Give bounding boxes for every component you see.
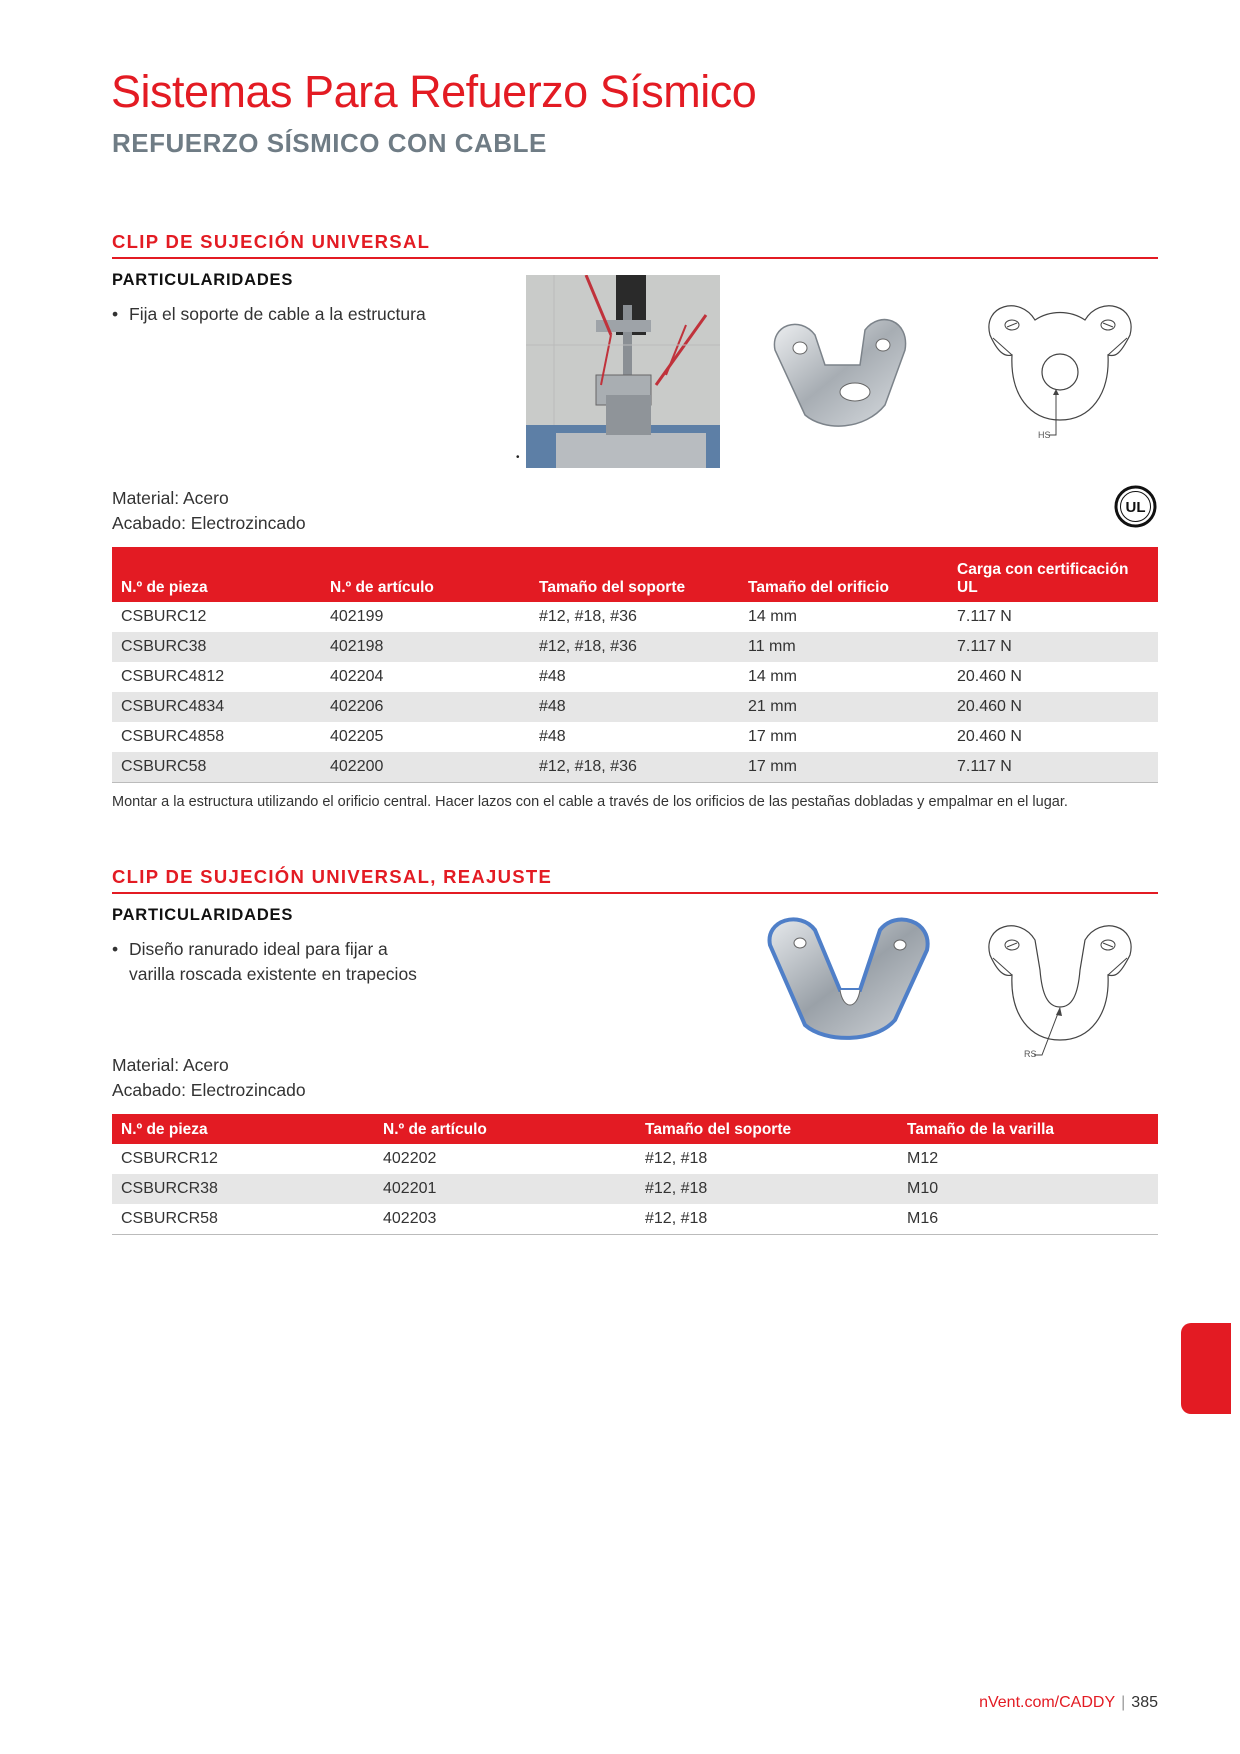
drawing-label-hs: HS	[1038, 430, 1051, 440]
clip-product-photo	[765, 310, 930, 435]
table-row	[112, 602, 1158, 632]
cell: CSBURC4858	[121, 728, 225, 745]
cell: 14 mm	[748, 608, 797, 625]
cell: 11 mm	[739, 632, 948, 662]
drawing-label-rs: RS	[1024, 1049, 1037, 1059]
cell: CSBURCR12	[121, 1150, 218, 1167]
section1-bullet	[112, 302, 472, 327]
cell: CSBURC4812	[121, 668, 225, 685]
cell: 402200	[321, 752, 530, 783]
cell: #12, #18, #36	[530, 632, 739, 662]
table-row	[112, 752, 1158, 783]
cell: CSBURCR58	[112, 1204, 374, 1235]
cell: 21 mm	[739, 692, 948, 722]
table-row	[112, 632, 1158, 662]
cell: 402199	[330, 608, 384, 625]
bullet-text: Fija el soporte de cable a la estructura	[129, 304, 426, 324]
ul-certification-logo	[1114, 485, 1157, 528]
section1-finish: Acabado: Electrozincado	[112, 513, 306, 533]
cell: #12, #18	[645, 1150, 708, 1167]
svg-text:UL: UL	[1125, 499, 1146, 516]
page-number: 385	[1131, 1694, 1158, 1711]
retrofit-clip-technical-drawing	[980, 915, 1140, 1065]
cell: 17 mm	[748, 728, 797, 745]
table-row	[112, 1204, 1158, 1235]
cell: #48	[530, 692, 739, 722]
cell: #12, #18	[636, 1204, 898, 1235]
cell: 7.117 N	[948, 632, 1158, 662]
page-title: Sistemas Para Refuerzo Sísmico	[111, 66, 757, 117]
cell: 7.117 N	[948, 752, 1158, 783]
table-row	[112, 1144, 1158, 1174]
col-header: Carga con certificación UL	[948, 547, 1158, 602]
col-header: Tamaño de la varilla	[898, 1114, 1158, 1144]
section2-table	[112, 1114, 1158, 1235]
cell: 17 mm	[739, 752, 948, 783]
section1-heading: CLIP DE SUJECIÓN UNIVERSAL	[112, 231, 1158, 259]
cell: 402198	[321, 632, 530, 662]
cell: CSBURCR38	[112, 1174, 374, 1204]
col-header: Tamaño del soporte	[530, 547, 739, 602]
page-footer	[979, 1694, 1158, 1712]
table-header-row	[112, 1114, 1158, 1144]
col-header: Tamaño del soporte	[636, 1114, 898, 1144]
table-row	[112, 722, 1158, 752]
cell: #12, #18, #36	[530, 752, 739, 783]
table-row	[112, 692, 1158, 722]
col-header: N.º de artículo	[321, 547, 530, 602]
table-row	[112, 662, 1158, 692]
installation-photo	[526, 275, 720, 468]
page-subtitle: REFUERZO SÍSMICO CON CABLE	[112, 128, 547, 158]
cell: 14 mm	[748, 668, 797, 685]
cell: CSBURC58	[112, 752, 321, 783]
retrofit-clip-product-photo	[765, 915, 935, 1045]
col-header: N.º de pieza	[112, 547, 321, 602]
clip-technical-drawing	[980, 295, 1140, 445]
photo-marker-dot: •	[516, 452, 520, 463]
cell: 402204	[330, 668, 384, 685]
cell: M12	[907, 1150, 939, 1167]
cell: M16	[898, 1204, 1158, 1235]
cell: CSBURC4834	[112, 692, 321, 722]
footer-separator: |	[1121, 1694, 1126, 1711]
cell: #48	[539, 668, 566, 685]
cell: #48	[539, 728, 566, 745]
section2-bullet	[112, 937, 432, 987]
cell: #12, #18, #36	[539, 608, 637, 625]
col-header: N.º de pieza	[112, 1114, 374, 1144]
bullet-dot: •	[112, 939, 119, 959]
bullet-text: Diseño ranurado ideal para fijar a varilla roscada existente en trapecios	[129, 939, 417, 984]
bullet-dot: •	[112, 304, 119, 324]
cell: 402206	[321, 692, 530, 722]
section2-heading: CLIP DE SUJECIÓN UNIVERSAL, REAJUSTE	[112, 866, 1158, 894]
cell: M10	[898, 1174, 1158, 1204]
cell: CSBURC12	[121, 608, 207, 625]
cell: #12, #18	[636, 1174, 898, 1204]
col-header: N.º de artículo	[374, 1114, 636, 1144]
cell: 20.460 N	[948, 692, 1158, 722]
section1-features-heading: PARTICULARIDADES	[112, 271, 294, 289]
section1-table	[112, 547, 1158, 783]
cell: 402203	[374, 1204, 636, 1235]
section2-material: Material: Acero	[112, 1055, 229, 1075]
cell: 402205	[330, 728, 384, 745]
section1-note: Montar a la estructura utilizando el orificio central. Hacer lazos con el cable a través de los orificios de las pestañas dobladas y empalmar en el lugar.	[112, 794, 1068, 810]
cell: 402202	[383, 1150, 437, 1167]
section-edge-tab	[1181, 1323, 1231, 1414]
cell: CSBURC38	[112, 632, 321, 662]
col-header: Tamaño del orificio	[739, 547, 948, 602]
cell: 20.460 N	[957, 728, 1022, 745]
cell: 7.117 N	[957, 608, 1012, 625]
cell: 402201	[374, 1174, 636, 1204]
table-row	[112, 1174, 1158, 1204]
section2-finish: Acabado: Electrozincado	[112, 1080, 306, 1100]
table-header-row	[112, 547, 1158, 602]
cell: 20.460 N	[957, 668, 1022, 685]
section1-material: Material: Acero	[112, 488, 229, 508]
section2-features-heading: PARTICULARIDADES	[112, 906, 294, 924]
footer-site-link[interactable]: nVent.com/CADDY	[979, 1694, 1116, 1711]
